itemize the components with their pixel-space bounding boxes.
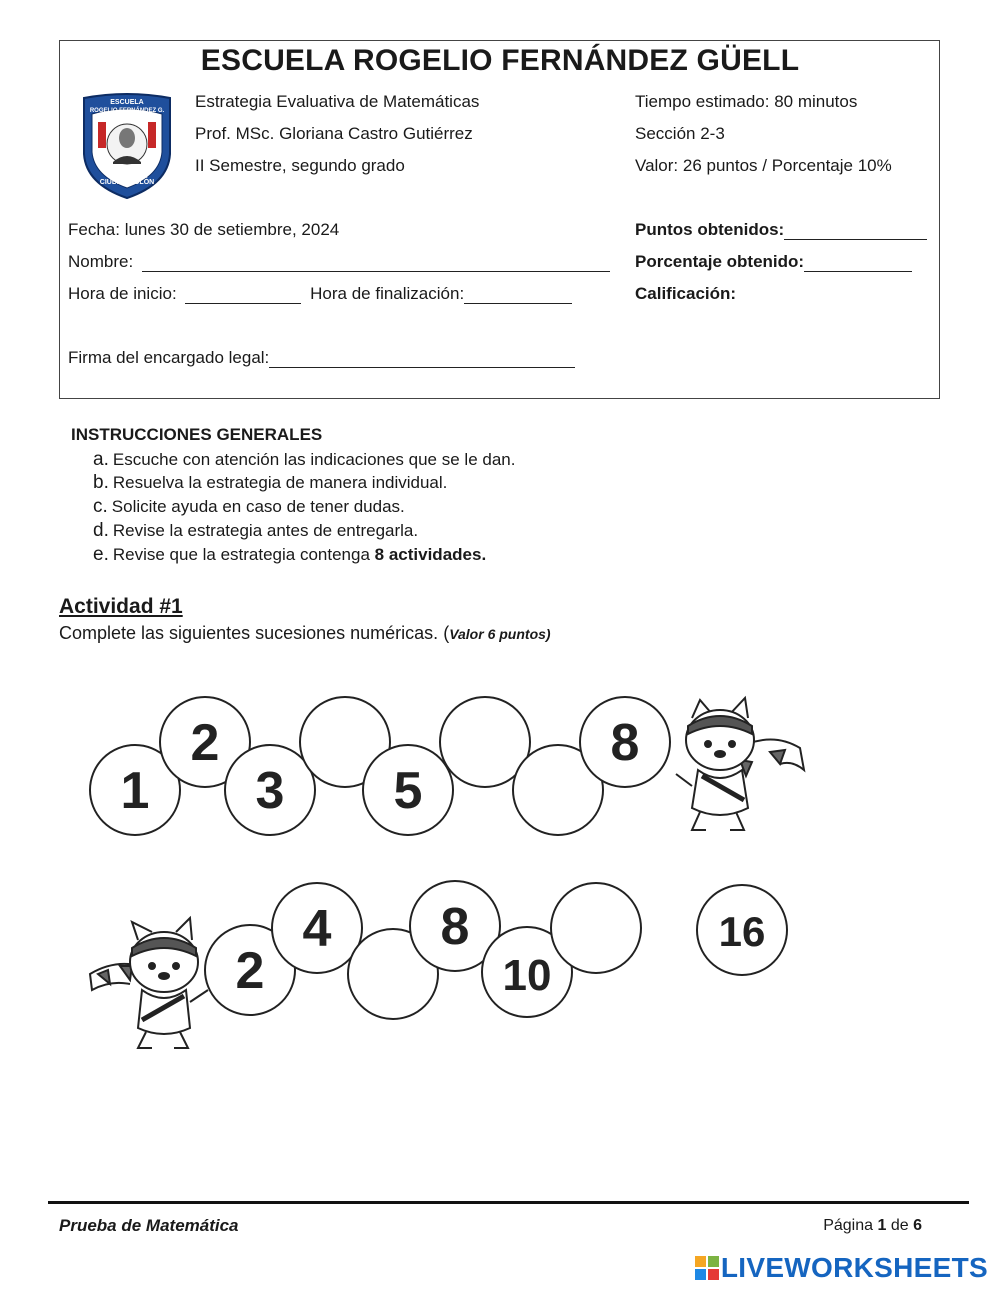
info-right-1: Tiempo estimado: 80 minutos: [635, 92, 858, 111]
instruction-letter: d.: [93, 520, 109, 541]
seq2-value: 16: [718, 908, 766, 955]
calificacion-label: Calificación:: [635, 284, 737, 303]
fecha-text: Fecha: lunes 30 de setiembre, 2024: [68, 220, 340, 239]
nombre-field[interactable]: [142, 255, 610, 272]
instruction-item: [93, 496, 405, 518]
info-left-2: Prof. MSc. Gloriana Castro Gutiérrez: [195, 124, 473, 143]
seq1-value: 1: [120, 762, 150, 820]
instruction-letter: c.: [93, 496, 108, 517]
info-right-2: Sección 2-3: [635, 124, 725, 143]
raccoon-mascot-icon: [90, 918, 208, 1048]
page-mid: de: [890, 1217, 909, 1234]
footer-divider: [48, 1201, 969, 1204]
seq1-value: 2: [190, 714, 220, 772]
instruction-text: Escuche con atención las indicaciones que se le dan.: [112, 450, 516, 469]
instruction-letter: e.: [93, 544, 109, 565]
porcentaje-label: Porcentaje obtenido:: [635, 252, 805, 271]
nombre-row: [68, 252, 610, 272]
seq1-value: 5: [393, 762, 423, 820]
instruction-letter: a.: [93, 449, 109, 470]
hora-fin-field[interactable]: [464, 287, 572, 304]
nombre-label: Nombre:: [68, 252, 134, 271]
instructions-title: INSTRUCCIONES GENERALES: [71, 425, 323, 444]
instruction-text: Resuelva la estrategia de manera individual.: [112, 473, 448, 492]
activity-desc-text: Complete las siguientes sucesiones numéricas. (: [59, 623, 450, 643]
puntos-row: [635, 220, 927, 240]
firma-label: Firma del encargado legal:: [68, 348, 270, 367]
activity-value: Valor 6 puntos): [449, 626, 551, 642]
logo-text-arc: ROGELIO FERNÁNDEZ G.: [89, 108, 165, 114]
instruction-item: [93, 520, 418, 542]
seq1-value: 8: [610, 714, 640, 772]
puntos-field[interactable]: [784, 223, 927, 240]
seq2-value: 10: [502, 951, 552, 1000]
instruction-text: Revise la estrategia antes de entregarla.: [112, 521, 419, 540]
instruction-letter: b.: [93, 472, 109, 493]
raccoon-mascot-icon: [676, 698, 804, 830]
seq1-value: 3: [255, 762, 285, 820]
hora-fin-label: Hora de finalización:: [310, 284, 465, 303]
seq2-circle: [551, 883, 641, 973]
instruction-text: Solicite ayuda en caso de tener dudas.: [111, 497, 405, 516]
sequence-2: [80, 870, 820, 1060]
instruction-item: [93, 544, 486, 566]
info-right-3: Valor: 26 puntos / Porcentaje 10%: [635, 156, 892, 175]
page-total: 6: [913, 1217, 922, 1234]
page-prefix: Página: [823, 1217, 874, 1234]
page-number: 1: [877, 1217, 887, 1234]
hora-inicio-label: Hora de inicio:: [68, 284, 177, 303]
school-name: ESCUELA ROGELIO FERNÁNDEZ GÜELL: [200, 44, 800, 77]
page-indicator: [823, 1217, 922, 1235]
brand-logo: [695, 1252, 988, 1284]
info-left-1: Estrategia Evaluativa de Matemáticas: [195, 92, 480, 111]
hora-inicio-field[interactable]: [185, 287, 301, 304]
firma-row: [68, 348, 575, 368]
instruction-bold: 8 actividades.: [374, 545, 487, 564]
puntos-label: Puntos obtenidos:: [635, 220, 785, 239]
liveworksheets-icon: [695, 1256, 719, 1280]
activity-title: Actividad #1: [59, 595, 183, 618]
seq2-value: 2: [235, 942, 265, 1000]
info-left-3: II Semestre, segundo grado: [195, 156, 405, 175]
activity-description: [59, 623, 551, 644]
sequence-1: [80, 690, 820, 850]
firma-field[interactable]: [269, 351, 575, 368]
footer-title: Prueba de Matemática: [59, 1216, 239, 1235]
seq2-value: 8: [440, 898, 470, 956]
brand-text: LIVEWORKSHEETS: [720, 1252, 988, 1283]
instruction-item: [93, 472, 447, 494]
porcentaje-row: [635, 252, 912, 272]
school-logo: [80, 92, 174, 202]
instruction-item: [93, 449, 515, 471]
seq2-value: 4: [302, 900, 332, 958]
logo-text-bottom: CIUDAD COLÓN: [99, 179, 155, 186]
logo-text-top: ESCUELA: [110, 99, 144, 106]
instruction-text: Revise que la estrategia contenga: [112, 545, 375, 564]
hora-row: [68, 284, 572, 304]
porcentaje-field[interactable]: [804, 255, 912, 272]
